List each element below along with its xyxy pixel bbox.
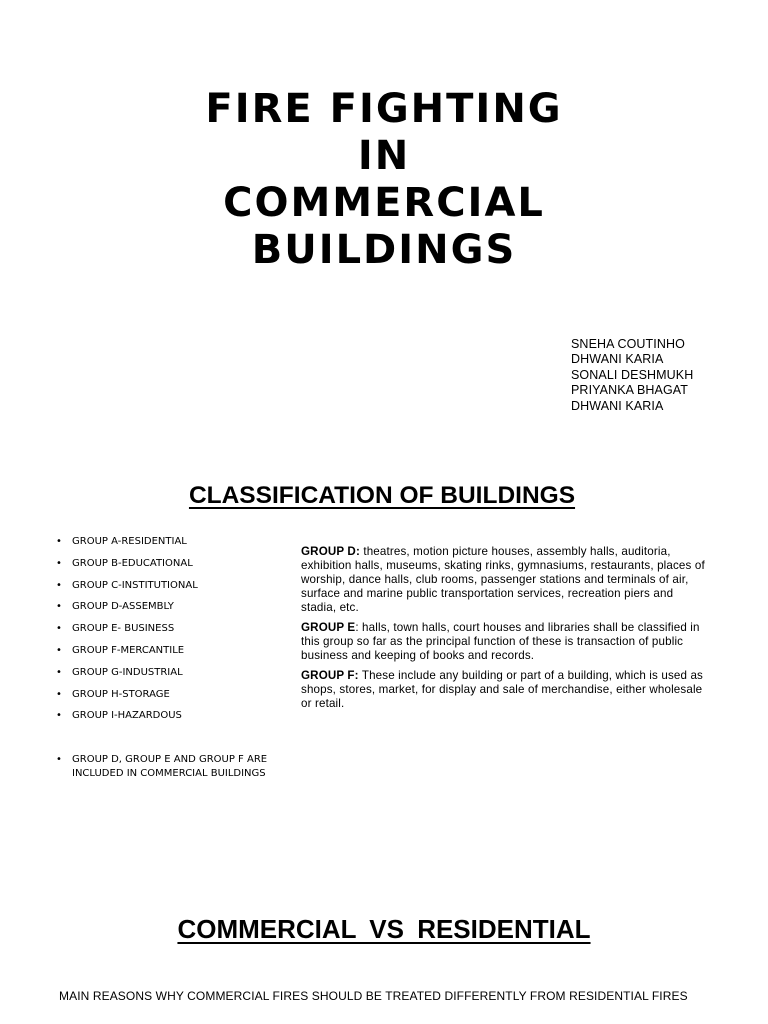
bullet-icon: •: [56, 644, 62, 656]
group-descriptions: [301, 545, 711, 717]
document-title: [0, 86, 768, 274]
list-item: [56, 578, 271, 600]
list-item: [56, 621, 271, 643]
author-name: DHWANI KARIA: [571, 352, 664, 367]
group-label: GROUP G-INDUSTRIAL: [72, 666, 183, 678]
list-item: [56, 534, 271, 556]
list-item: [56, 708, 271, 730]
author-list: [571, 337, 693, 414]
bullet-icon: •: [56, 710, 62, 722]
title-line: IN: [357, 133, 411, 179]
bullet-icon: •: [56, 536, 62, 547]
bullet-icon: •: [56, 666, 62, 678]
description-text: These include any building or part of a building, which is used as shops, stores, market, for display and sale of merchandise, either wholesale or retail.: [301, 669, 703, 710]
description-label: GROUP E: [301, 621, 356, 634]
comparison-heading: COMMERCIAL VS RESIDENTIAL: [177, 914, 591, 944]
list-item: [56, 556, 271, 578]
building-group-list: [56, 534, 271, 730]
author-name: SONALI DESHMUKH: [571, 367, 694, 382]
title-line: BUILDINGS: [251, 227, 517, 273]
list-item: [56, 665, 271, 687]
author-name: PRIYANKA BHAGAT: [571, 383, 689, 398]
title-line: FIRE FIGHTING: [205, 86, 563, 132]
group-label: GROUP C-INSTITUTIONAL: [72, 579, 198, 591]
bullet-icon: •: [56, 601, 62, 613]
bullet-icon: •: [56, 579, 62, 591]
bullet-icon: •: [56, 688, 62, 700]
group-label: GROUP F-MERCANTILE: [72, 644, 185, 656]
list-item: [56, 753, 271, 780]
description-paragraph: [301, 669, 711, 711]
author-name: DHWANI KARIA: [571, 398, 664, 413]
commercial-groups-note: GROUP D, GROUP E AND GROUP F ARE INCLUDED IN COMMERCIAL BUILDINGS: [72, 754, 268, 779]
bullet-icon: •: [56, 754, 62, 765]
description-paragraph: [301, 545, 711, 615]
description-paragraph: [301, 621, 711, 663]
description-label: GROUP F:: [301, 669, 359, 682]
bullet-icon: •: [56, 557, 62, 569]
list-item: [56, 687, 271, 709]
group-label: GROUP B-EDUCATIONAL: [72, 557, 193, 569]
description-text: : halls, town halls, court houses and libraries shall be classified in this group so far as the principal function of these is transaction of public business and keeping of books and records.: [301, 621, 700, 662]
group-label: GROUP A-RESIDENTIAL: [72, 536, 187, 547]
description-text: theatres, motion picture houses, assembly halls, auditoria, exhibition halls, museums, skating rinks, gymnasiums, restaurants, places of worship, dance halls, club rooms, passenger stations and terminals of air, surface and marine public transportation services, recreation piers and stadia, etc.: [301, 545, 705, 614]
classification-heading: CLASSIFICATION OF BUILDINGS: [188, 482, 576, 509]
reasons-text: MAIN REASONS WHY COMMERCIAL FIRES SHOULD BE TREATED DIFFERENTLY FROM RESIDENTIAL FIRES: [59, 989, 688, 1003]
bullet-icon: •: [56, 623, 62, 635]
title-line: COMMERCIAL: [223, 180, 545, 226]
group-label: GROUP H-STORAGE: [72, 688, 170, 700]
list-item: [56, 599, 271, 621]
group-label: GROUP E- BUSINESS: [72, 623, 175, 635]
group-label: GROUP D-ASSEMBLY: [72, 601, 174, 613]
author-name: SNEHA COUTINHO: [571, 337, 685, 351]
commercial-note-list: [56, 753, 271, 780]
group-label: GROUP I-HAZARDOUS: [72, 710, 182, 722]
list-item: [56, 643, 271, 665]
description-label: GROUP D:: [301, 545, 360, 558]
